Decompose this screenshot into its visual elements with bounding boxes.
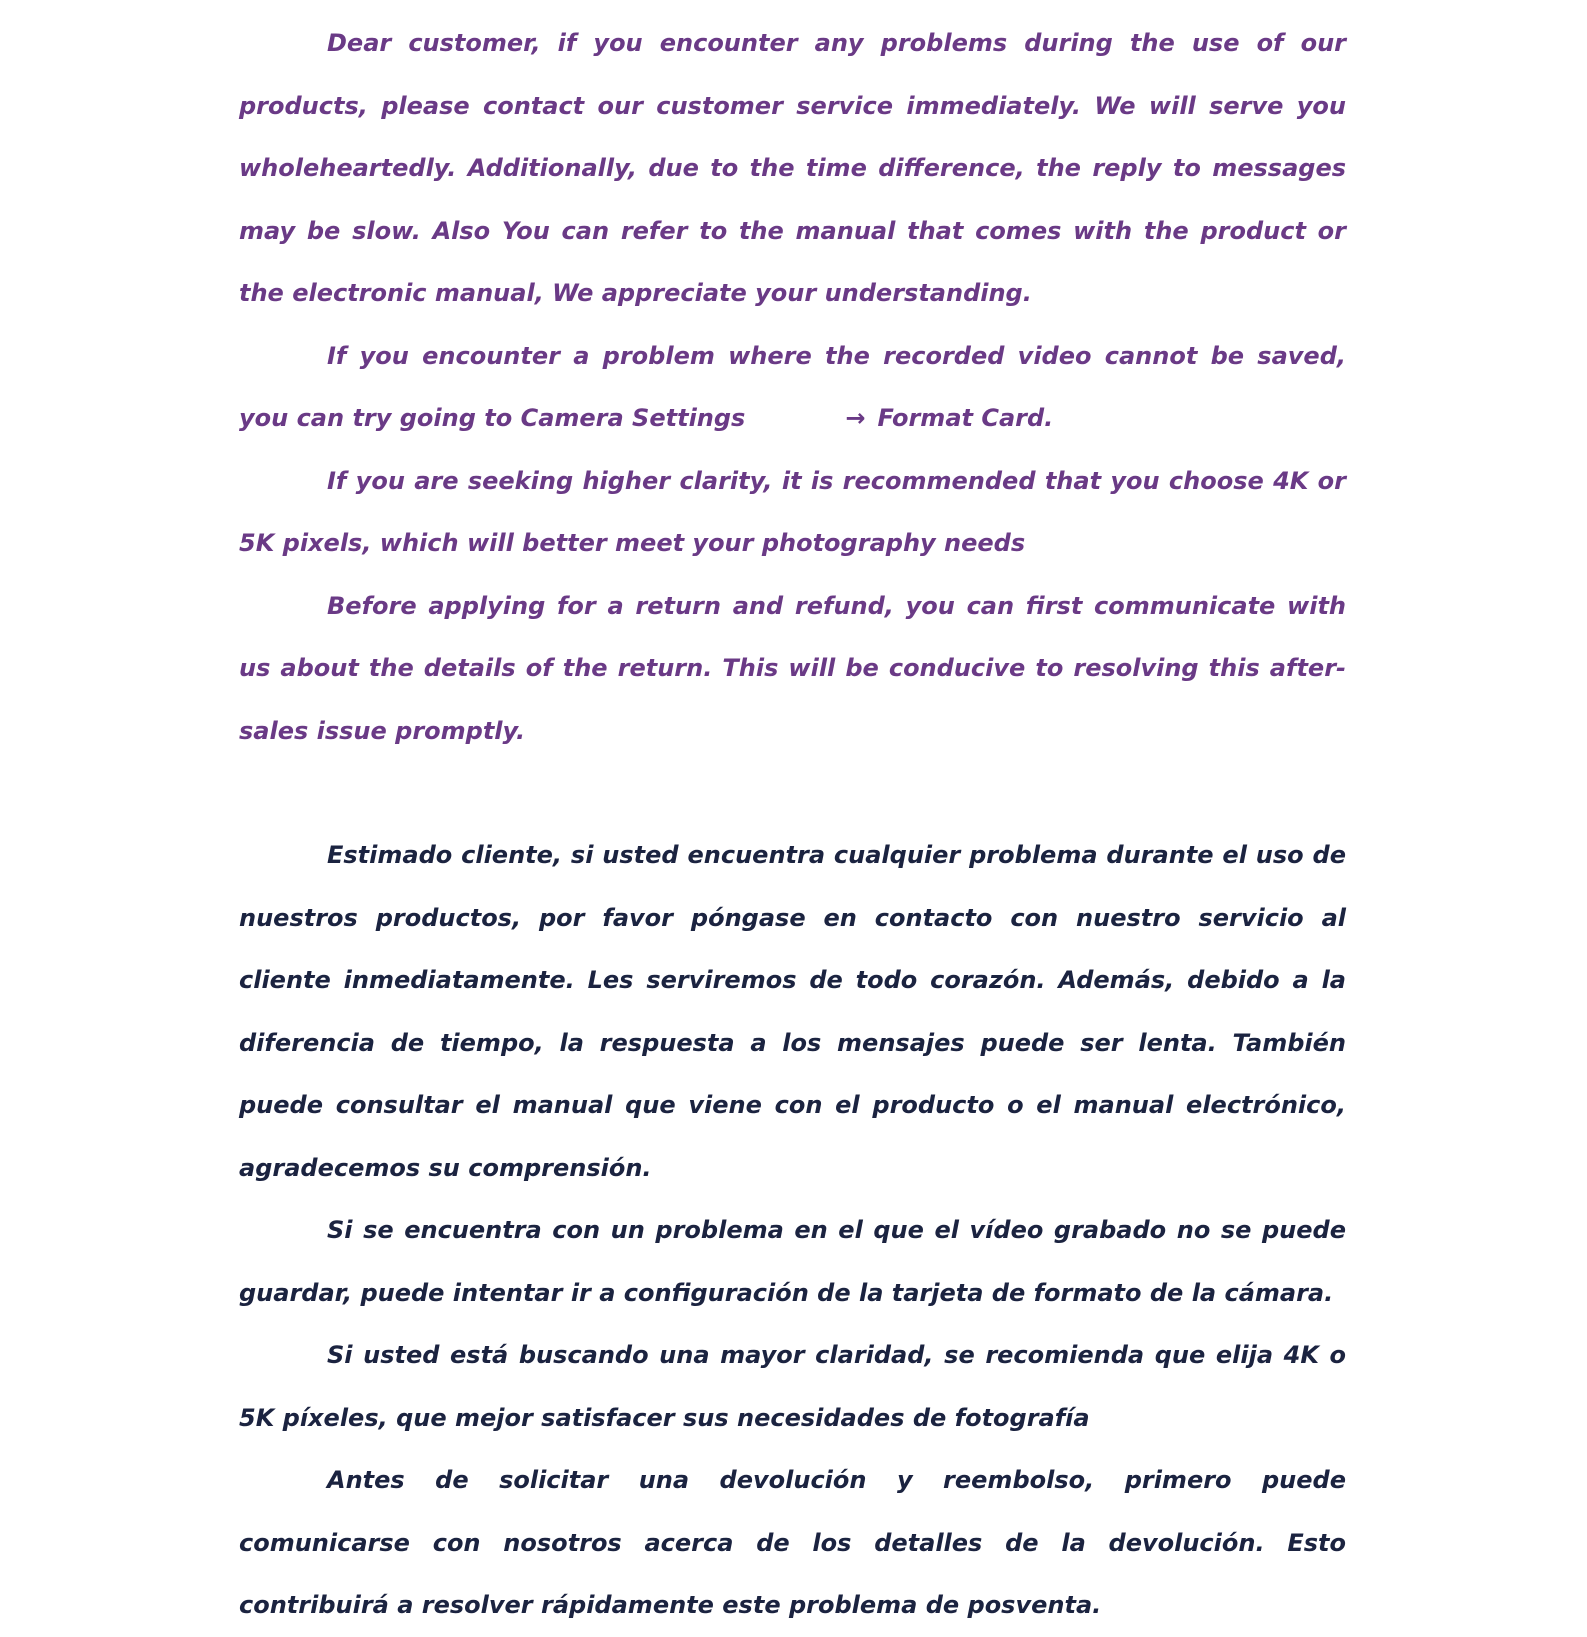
english-notice xyxy=(239,12,1346,762)
spanish-paragraph-video-save: Si se encuentra con un problema en el que el vídeo grabado no se puede guardar, puede intentar ir a configuración de la tarjeta de formato de la cámara. xyxy=(239,1216,1346,1307)
spanish-paragraph-refund: Antes de solicitar una devolución y reembolso, primero puede comunicarse con nosotros acerca de los detalles de la devolución. Esto contribuirá a resolver rápidamente este problema de posventa. xyxy=(239,1466,1346,1619)
spanish-paragraph-clarity: Si usted está buscando una mayor claridad, se recomienda que elija 4K o 5K píxeles, que mejor satisfacer sus necesidades de fotografía xyxy=(239,1341,1346,1432)
right-arrow-icon: → xyxy=(845,404,866,432)
english-format-card-text: Format Card. xyxy=(877,404,1054,432)
spanish-paragraph-contact: Estimado cliente, si usted encuentra cualquier problema durante el uso de nuestros productos, por favor póngase en contacto con nuestro servicio al cliente inmediatamente. Les serviremos de todo corazón. Además, debido a la diferencia de tiempo, la respuesta a los mensajes puede ser lenta. También puede consultar el manual que viene con el producto o el manual electrónico, agradecemos su comprensión. xyxy=(239,841,1346,1182)
english-paragraph-contact: Dear customer, if you encounter any problems during the use of our products, please contact our customer service immediately. We will serve you wholeheartedly. Additionally, due to the time difference, the reply to messages may be slow. Also You can refer to the manual that comes with the product or the electronic manual, We appreciate your understanding. xyxy=(239,29,1346,307)
english-video-save-text: If you encounter a problem where the recorded video cannot be saved, you can try going to Camera Settings xyxy=(239,341,1346,432)
english-paragraph-video-save xyxy=(239,325,1346,450)
spanish-notice xyxy=(239,824,1346,1637)
english-paragraph-clarity: If you are seeking higher clarity, it is recommended that you choose 4K or 5K pixels, which will better meet your photography needs xyxy=(239,466,1346,557)
english-paragraph-refund: Before applying for a return and refund, you can first communicate with us about the details of the return. This will be conducive to resolving this after-sales issue promptly. xyxy=(239,591,1346,745)
